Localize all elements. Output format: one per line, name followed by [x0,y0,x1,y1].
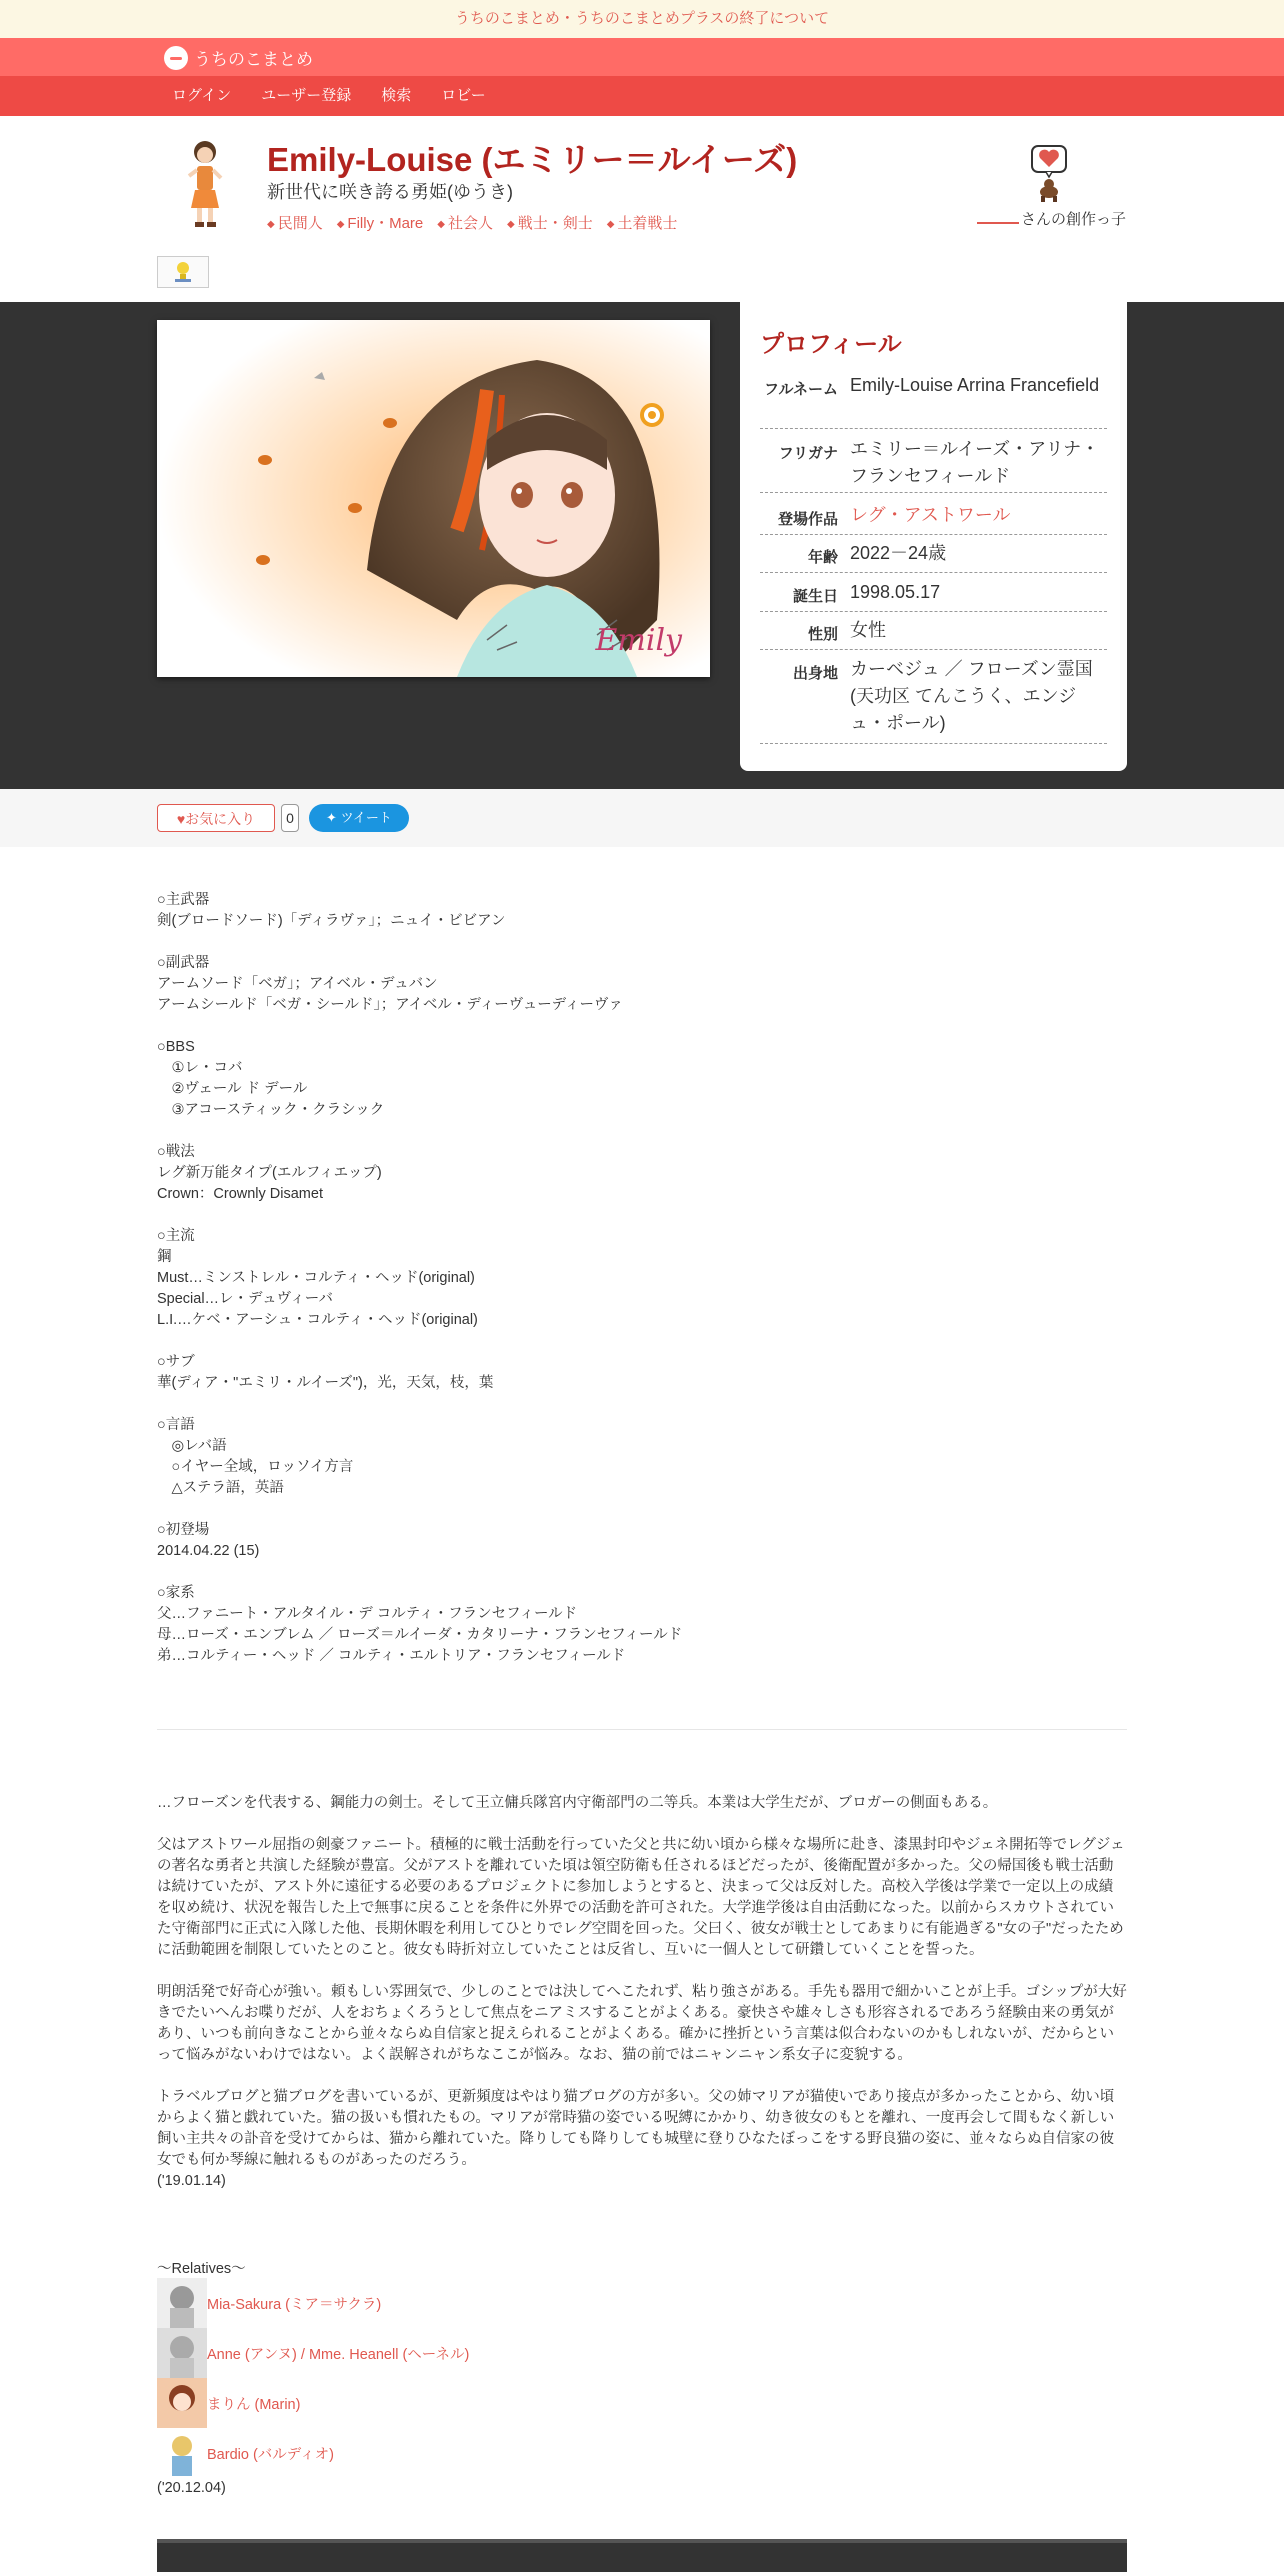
detail-line: Must…ミンストレル・コルティ・ヘッド(original) [157,1270,475,1286]
detail-line: 華(ディア・"エミリ・ルイーズ")，光，天気，枝，葉 [157,1375,494,1391]
relative-item[interactable] [157,2378,1127,2428]
nav-register[interactable]: ユーザー登録 [261,87,352,104]
profile-heading: プロフィール [760,331,902,358]
profile-value: 1998.05.17 [850,582,941,602]
character-avatar [177,136,233,232]
work-link[interactable]: レグ・アストワール [850,505,1011,525]
tag-list [267,212,677,233]
relative-thumbnail [157,2428,207,2478]
artwork-illustration [157,320,710,677]
favorite-label: お気に入り [185,811,256,827]
detail-line: 剣(ブロードソード)「ディラヴァ」；ニュイ・ビビアン [157,913,506,929]
relative-link[interactable]: Bardio (バルディオ) [207,2446,334,2463]
detail-line [157,932,1127,953]
profile-row-work [760,500,1107,535]
relative-item[interactable] [157,2278,1127,2328]
relative-thumbnail [157,2278,207,2328]
detail-line: L.I.…ケベ・アーシュ・コルティ・ヘッド(original) [157,1312,478,1328]
relative-thumbnail [157,2328,207,2378]
profile-row-gender [760,615,1107,650]
profile-key: 出身地 [792,665,838,682]
detail-line: ③アコースティック・クラシック [157,1102,385,1118]
profile-key: 登場作品 [777,511,838,528]
character-bio [157,1793,1127,2213]
footer [157,2539,1127,2572]
tag-link[interactable]: ◆ 戦士・剣士 [507,212,593,233]
detail-line: アームシールド「ベガ・シールド」；アイベル・ディーヴューディーヴァ [157,997,623,1013]
profile-row-furigana [760,434,1107,493]
bio-paragraph: 明朗活発で好奇心が強い。頼もしい雰囲気で、少しのことでは決してへこたれず、粘り強さがある。手先も器用で細かいことが上手。ゴシップが大好きでたいへんお喋りだが、人をおちょくろうとして焦点をニアミスすることがよくある。豪快さや雄々しさも形容されるであろう経験由来の勇気があり、いつも前向きなことから並々ならぬ自信家と捉えられることがよくある。確かに挫折という言葉は似合わないのかもしれないが、だからといって悩みがないわけではない。よく誤解されがちなここが悩み。なお、猫の前ではニャンニャン系女子に変貌する。 [157,1984,1127,2063]
profile-value: 2022－24歳 [850,543,947,563]
heart-mascot-icon [1030,144,1068,204]
detail-line: 鋼 [157,1249,172,1265]
trophy-icon [158,257,208,287]
profile-row-birthday [760,577,1107,612]
creator-credit [977,208,1126,229]
detail-line: アームソード「ベガ」；アイベル・デュバン [157,976,438,992]
detail-line [157,1205,1127,1226]
detail-line [157,1394,1127,1415]
brand-name: うちのこまとめ [194,50,313,69]
tag-link[interactable]: ◆ 土着戦士 [607,212,678,233]
creator-suffix: さんの創作っ子 [1021,211,1127,228]
tag-link[interactable]: ◆ 民間人 [267,212,323,233]
detail-line [157,1562,1127,1583]
profile-key: フリガナ [778,445,838,462]
profile-value: エミリー＝ルイーズ・アリナ・フランセフィールド [850,439,1100,486]
detail-line: Special…レ・デュヴィーバ [157,1291,334,1307]
notice-text[interactable]: うちのこまとめ・うちのこまとめプラスの終了について [454,10,830,27]
page-title: Emily-Louise (エミリー＝ルイーズ) [267,141,798,178]
character-subtitle: 新世代に咲き誇る勇姫(ゆうき) [267,182,513,202]
detail-line [157,1016,1127,1037]
profile-row-birthplace [760,654,1107,744]
brand-link[interactable] [164,45,313,70]
relative-link[interactable]: Anne (アンヌ) / Mme. Heanell (ヘーネル) [207,2346,470,2363]
detail-line: ○主流 [157,1228,195,1244]
relative-item[interactable] [157,2328,1127,2378]
detail-line [157,1499,1127,1520]
detail-line [157,1331,1127,1352]
profile-value: Emily-Louise Arrina Francefield [850,375,1100,395]
bio-paragraph: トラベルブログと猫ブログを書いているが、更新頻度はやはり猫ブログの方が多い。父の姉マリアが猫使いであり接点が多かったことから、幼い頃からよく猫と戯れていた。猫の扱いも慣れたもの。マリアが常時猫の姿でいる呪縛にかかり、幼き彼女のもとを離れ、一度再会して間もなく新しい飼い主共々の訃音を受けてからは、猫から離れていた。降りしても降りしても城壁に登りひなたぼっこをする野良猫の姿に、並々ならぬ自信家の彼女でも何か琴線に触れるものがあったのだろう。 ('19.01.14) [157,2089,1115,2189]
detail-line: ①レ・コバ [157,1060,243,1076]
detail-line: 母…ローズ・エンブレム ／ ローズ＝ルイーダ・カタリーナ・フランセフィールド [157,1627,683,1643]
detail-line: ○初登場 [157,1522,210,1538]
relatives-section [157,2257,1127,2499]
detail-line: ○戦法 [157,1144,195,1160]
detail-line: レグ新万能タイプ(エルフィエップ) [157,1165,382,1181]
character-details [157,890,1127,1688]
creator-link[interactable] [977,222,1019,224]
relatives-date: ('20.12.04) [157,2480,226,2496]
nav-search[interactable]: 検索 [381,87,412,104]
heart-icon: ♥ [176,811,186,827]
detail-line: 2014.04.22 (15) [157,1543,260,1559]
favorite-count: 0 [281,804,299,832]
twitter-bird-icon: ✦ [326,810,337,825]
bio-paragraph: 父はアストワール屈指の剣豪ファニート。積極的に戦士活動を行っていた父と共に幼い頃から様々な場所に赴き、漆黒封印やジェネ開拓等でレグジェの著名な勇者と共演した経験が豊富。父がアストを離れていた頃は領空防衛も任されるほどだったが、後衛配置が多かった。父の帰国後も戦士活動は続けていたが、アスト外に遠征する必要のあるプロジェクトに参加しようとすると、決まって父は反対した。高校入学後は学業で一定以上の成績を収め続け、状況を報告した上で無事に戻ることを条件に外界での活動を許可された。大学進学後は自由活動になった。以前からスカウトされていた守衛部門に正式に入隊した他、長期休暇を利用してひとりでレグ空間を回った。父曰く、彼女が戦士としてあまりに有能過ぎる"女の子"だったために活動範囲を制限していたとのこと。彼女も時折対立していたことは反省し、互いに一個人として研鑽していくことを誓った。 [157,1837,1125,1958]
profile-value: 女性 [850,620,886,640]
profile-row-fullname [760,370,1107,429]
action-bar [0,789,1284,847]
main-visual-band [0,302,1284,789]
detail-line: △ステラ語，英語 [157,1480,284,1496]
detail-line [157,1667,1127,1688]
relative-link[interactable]: Mia-Sakura (ミア＝サクラ) [207,2296,382,2313]
detail-line: 弟…コルティー・ヘッド ／ コルティ・エルトリア・フランセフィールド [157,1648,626,1664]
relatives-heading: ～Relatives～ [157,2261,246,2277]
detail-line: ○副武器 [157,955,210,971]
profile-key: フルネーム [764,381,838,398]
character-header [0,116,1284,302]
section-divider [157,1729,1127,1730]
profile-row-age [760,538,1107,573]
detail-line: ○言語 [157,1417,195,1433]
logo-icon [164,46,188,70]
artwork-signature: Emily [595,623,682,658]
profile-key: 誕生日 [792,588,838,605]
nav-lobby[interactable]: ロビー [441,87,486,104]
detail-line: ○主武器 [157,892,210,908]
profile-key: 年齢 [807,549,838,566]
character-artwork[interactable] [157,320,710,677]
detail-line [157,1121,1127,1142]
tag-link[interactable]: ◆ Filly・Mare [337,212,424,233]
main-nav [0,76,1284,116]
relative-thumbnail [157,2378,207,2428]
detail-line: ○BBS [157,1039,195,1055]
tweet-button[interactable] [309,804,409,832]
nav-login[interactable]: ログイン [172,87,232,104]
relative-link[interactable]: まりん (Marin) [207,2396,301,2413]
profile-value: カーベジュ ／ フローズン霊国 (天功区 てんこうく、エンジュ・ポール) [850,659,1093,733]
brand-bar [0,38,1284,76]
profile-card [740,302,1127,771]
trophy-badge[interactable] [157,256,209,288]
notice-banner[interactable] [0,0,1284,38]
detail-line: ◎レバ語 [157,1438,227,1454]
detail-line: Crown：Crownly Disamet [157,1186,323,1202]
detail-line: ○家系 [157,1585,195,1601]
detail-line: ○サブ [157,1354,195,1370]
relative-item[interactable] [157,2428,1127,2478]
tweet-label: ツイート [340,810,392,825]
bio-paragraph: …フローズンを代表する、鋼能力の剣士。そして王立傭兵隊宮内守衛部門の二等兵。本業は大学生だが、ブロガーの側面もある。 [157,1795,998,1811]
tag-link[interactable]: ◆ 社会人 [437,212,493,233]
detail-line: ②ヴェール ド デール [157,1081,308,1097]
detail-line: ○イヤー全域，ロッソイ方言 [157,1459,354,1475]
favorite-button[interactable] [157,804,275,832]
profile-key: 性別 [807,626,838,643]
detail-line: 父…ファニート・アルタイル・デ コルティ・フランセフィールド [157,1606,578,1622]
